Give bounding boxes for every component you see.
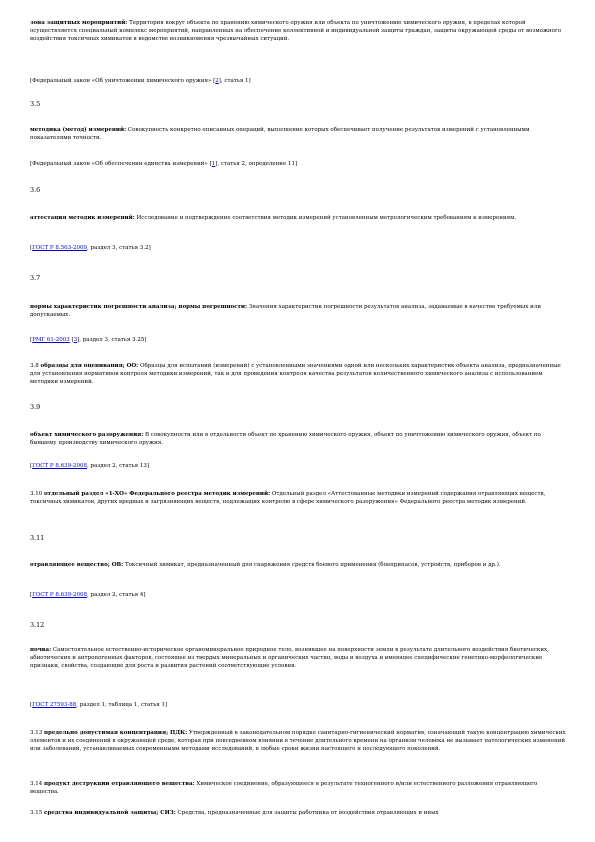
- source-reference: [30, 244, 568, 252]
- term: объект химического разоружения:: [30, 432, 144, 438]
- term: образцы для оценивания; ОО:: [40, 363, 139, 369]
- source-reference: [30, 160, 568, 168]
- inline-number: 3.15: [30, 810, 43, 816]
- source-link[interactable]: 2: [215, 78, 219, 84]
- definition-paragraph: [30, 362, 568, 387]
- section-number: 3.6: [30, 186, 41, 194]
- inline-number: 3.8: [30, 363, 39, 369]
- source-text: [: [30, 337, 33, 343]
- source-text: [: [30, 702, 33, 708]
- source-text: [Федеральный закон «Об обеспечении единства измерений» [: [30, 161, 212, 167]
- source-reference: [30, 701, 568, 709]
- definition-text: Утвержденный в законодательном порядке санитарно-гигиенический норматив, означающий такую концентрацию химических элементов и их соединений в окружающей среде, которая при повседневном влиянии в течение длительного времени на организм человека не вызывает патологических изменений или заболеваний, устанавливаемых современными методами исследований, в любые сроки жизни настоящего и последующего поколений.: [30, 730, 566, 753]
- definition-text: Средства, предназначенные для защиты работника от воздействия отравляющих и иных: [177, 810, 439, 816]
- term: методика (метод) измерений:: [30, 127, 127, 133]
- source-link[interactable]: РМГ 61-2003: [32, 337, 70, 343]
- inline-number: 3.14: [30, 781, 43, 787]
- inline-number: 3.13: [30, 730, 43, 736]
- definition-text: Совокупность конкретно описанных операций, выполнение которых обеспечивает получение результатов измерений с установленными показателями точности.: [30, 127, 530, 142]
- section-number: 3.7: [30, 274, 41, 282]
- definition-paragraph: [30, 214, 568, 222]
- definition-paragraph: [30, 126, 568, 142]
- source-text: [Федеральный закон «Об уничтожении химического оружия» [: [30, 78, 216, 84]
- term: отдельный раздел «1-ХО» Федерального реестра методик измерений:: [44, 491, 271, 497]
- source-text: , раздел 2, статья 13]: [86, 463, 149, 469]
- term: нормы характеристик погрешности анализа; нормы погрешности:: [30, 304, 248, 310]
- source-text: ], раздел 3, статья 3.25]: [77, 337, 147, 343]
- term: средства индивидуальной защиты; СИЗ:: [44, 810, 176, 816]
- section-number: 3.11: [30, 534, 45, 542]
- term: предельно допустимая концентрация; ПДК:: [44, 730, 188, 736]
- definition-text: Исследование и подтверждение соответствия методик измерений установленным метрологическим требованиям к измерениям.: [136, 215, 517, 221]
- definition-paragraph: [30, 490, 568, 506]
- source-text: [: [30, 245, 33, 251]
- source-link[interactable]: ГОСТ Р 8.563-2009: [32, 245, 87, 251]
- term: почва:: [30, 647, 52, 653]
- definition-paragraph: [30, 561, 568, 569]
- source-reference: [30, 77, 568, 85]
- section-number: 3.9: [30, 403, 41, 411]
- definition-paragraph: [30, 19, 568, 44]
- source-link[interactable]: ГОСТ Р 8.639-2008: [32, 592, 87, 598]
- definition-paragraph: [30, 646, 568, 671]
- definition-text: Территория вокруг объекта по хранению химического оружия или объекта по уничтожению химического оружия, в пределах которой осуществляется специальный комплекс мероприятий, направленных на обеспечение коллективной и индивидуальной защиты граждан, защиты окружающей среды от возможного воздействия токсичных химикатов в ведомстве возникновения чрезвычайных ситуаций.: [30, 20, 562, 43]
- definition-paragraph: [30, 303, 568, 319]
- inline-number: 3.10: [30, 491, 43, 497]
- source-text: , раздел 2, статья 4]: [86, 592, 146, 598]
- source-link[interactable]: ГОСТ Р 8.639-2008: [32, 463, 87, 469]
- definition-paragraph: [30, 780, 568, 796]
- source-link-2[interactable]: 3: [73, 337, 78, 343]
- source-text: [: [30, 592, 33, 598]
- definition-paragraph: [30, 431, 568, 447]
- definition-text: Самостоятельное естественно-историческое органоминеральное природное тело, возникшее на поверхности земли в результате длительного воздействия биотических, абиотических и антропогенных факторов, состоящее из твердых минеральных и органических частиц, воды и воздуха и имеющее специфические генетико-морфологические признаки, свойства, создающие для роста и развития растений соответствующие условия.: [30, 647, 549, 670]
- term: зона защитных мероприятий:: [30, 20, 128, 26]
- definition-text: В совокупности или в отдельности объект по хранению химического оружия, объект по уничтожению химического оружия, объект по бывшему производству химического оружия.: [30, 432, 541, 447]
- source-text: , раздел 3, статья 3.2]: [86, 245, 151, 251]
- definition-paragraph: [30, 809, 568, 817]
- term: продукт деструкции отравляющего вещества:: [44, 781, 195, 787]
- definition-text: Токсичный химикат, предназначенный для снаряжения средств боевого применения (боеприпасов, устройств, приборов и др.).: [124, 562, 501, 568]
- definition-text: Образцы для испытаний (измерений) с установленными значениями одной или нескольких характеристик объекта анализа, предназначенные для установления нормативов контроля методики измерений, так и для проведения контроля качества результатов количественного химического анализа с использованием методики измерений.: [30, 363, 561, 386]
- section-number: 3.5: [30, 100, 41, 108]
- term: аттестация методик измерений:: [30, 215, 135, 221]
- source-link[interactable]: 1: [211, 161, 216, 167]
- source-reference: [30, 591, 568, 599]
- definition-text: Отдельный раздел «Аттестованные методики измерений содержания отравляющих веществ, токсичных химикатов, других вредных и загрязняющих веществ, подлежащих контролю в сфере химического разоружения» Федерального реестра методик измерений.: [30, 491, 546, 506]
- source-text: [: [69, 337, 74, 343]
- definition-paragraph: [30, 729, 568, 754]
- definition-text: Значения характеристик погрешности результатов анализа, задаваемые в качестве требуемых или допускаемых.: [30, 304, 541, 319]
- source-link[interactable]: ГОСТ 27593-88: [32, 702, 77, 708]
- source-text: ], статья 1]: [218, 78, 251, 84]
- term: отравляющее вещество; ОВ:: [30, 562, 124, 568]
- source-text: , раздел 1, таблица 1, статья 1]: [76, 702, 168, 708]
- source-text: ], статья 2, определение 11]: [215, 161, 298, 167]
- source-text: [: [30, 463, 33, 469]
- source-reference: [30, 462, 568, 470]
- definition-text: Химическое соединение, образующееся в результате техногенного и/или естественного разложения отравляющего вещества.: [30, 781, 538, 796]
- section-number: 3.12: [30, 621, 45, 629]
- source-reference: [30, 336, 568, 344]
